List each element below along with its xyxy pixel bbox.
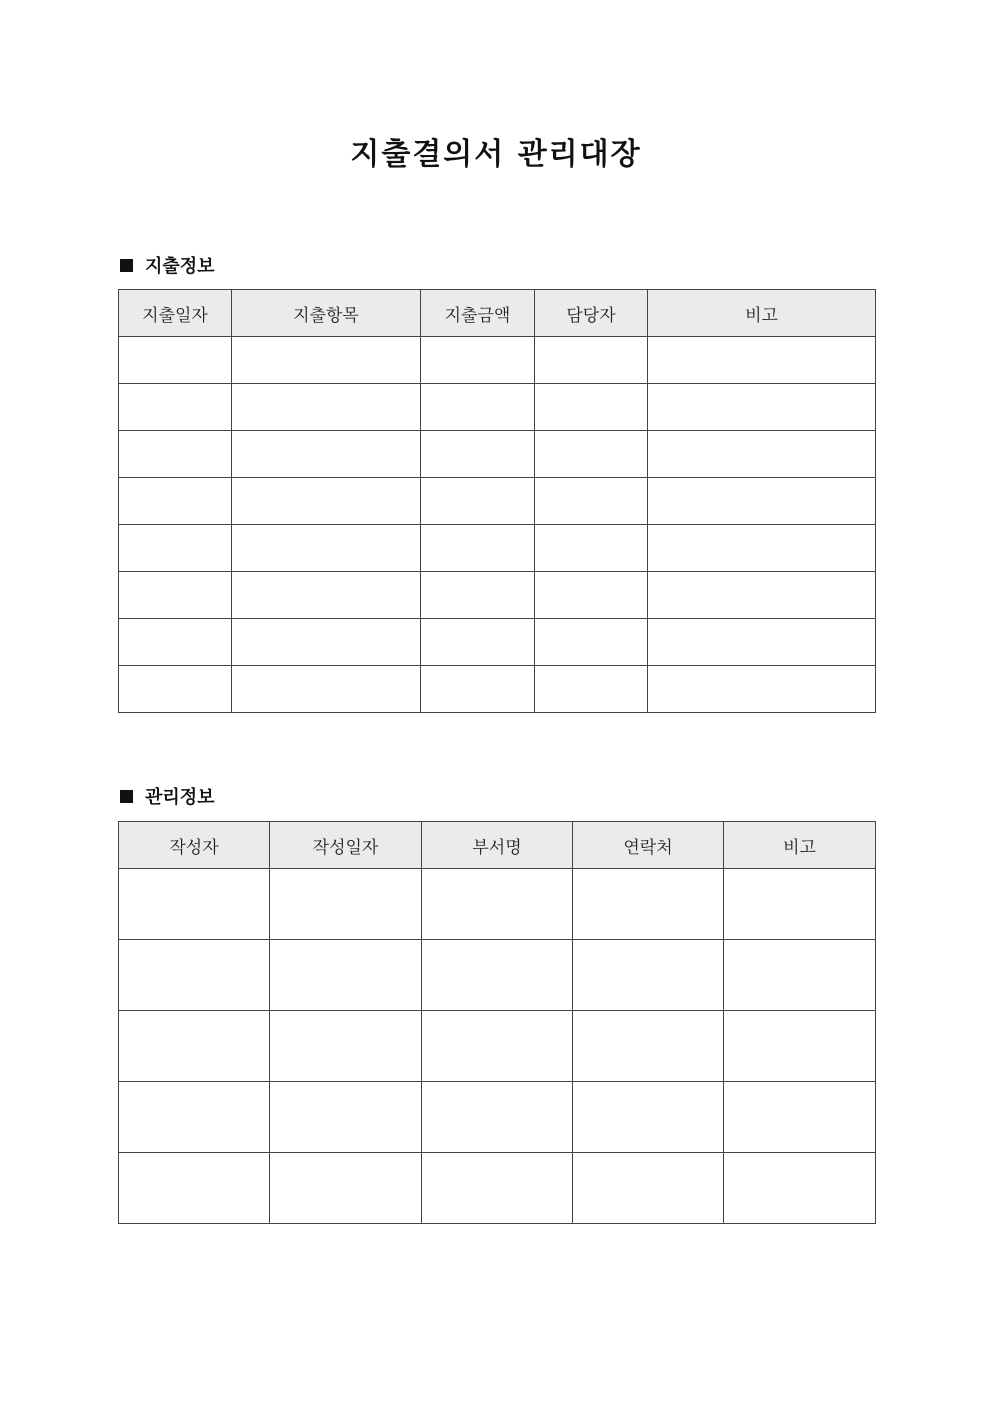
table-cell[interactable] <box>232 478 421 525</box>
table-row <box>119 1153 876 1224</box>
table-cell[interactable] <box>270 1153 422 1224</box>
col-contact: 연락처 <box>573 822 724 869</box>
table-row <box>119 572 876 619</box>
table-cell[interactable] <box>535 337 648 384</box>
table-cell[interactable] <box>422 1011 573 1082</box>
table-cell[interactable] <box>422 1082 573 1153</box>
table-cell[interactable] <box>421 337 535 384</box>
table-cell[interactable] <box>421 619 535 666</box>
table-cell[interactable] <box>648 337 876 384</box>
table-row <box>119 478 876 525</box>
table-cell[interactable] <box>648 572 876 619</box>
table-cell[interactable] <box>648 619 876 666</box>
page-title: 지출결의서 관리대장 <box>350 137 642 172</box>
table-cell[interactable] <box>119 666 232 713</box>
table-cell[interactable] <box>119 337 232 384</box>
table-row <box>119 619 876 666</box>
table-cell[interactable] <box>119 869 270 940</box>
table-cell[interactable] <box>724 1153 876 1224</box>
col-expense-date: 지출일자 <box>119 290 232 337</box>
table-cell[interactable] <box>232 572 421 619</box>
col-author: 작성자 <box>119 822 270 869</box>
table-cell[interactable] <box>421 431 535 478</box>
table-row <box>119 869 876 940</box>
table-cell[interactable] <box>573 1011 724 1082</box>
col-remarks: 비고 <box>648 290 876 337</box>
table-cell[interactable] <box>648 666 876 713</box>
table-cell[interactable] <box>422 1153 573 1224</box>
table-cell[interactable] <box>119 572 232 619</box>
table-cell[interactable] <box>119 940 270 1011</box>
table-row <box>119 431 876 478</box>
table-row <box>119 525 876 572</box>
management-table <box>118 821 876 1224</box>
col-department: 부서명 <box>422 822 573 869</box>
table-cell[interactable] <box>119 525 232 572</box>
table-cell[interactable] <box>573 940 724 1011</box>
table-cell[interactable] <box>119 478 232 525</box>
square-bullet-icon <box>120 259 133 272</box>
management-header-row <box>119 822 876 869</box>
table-cell[interactable] <box>535 525 648 572</box>
table-cell[interactable] <box>232 666 421 713</box>
table-cell[interactable] <box>648 525 876 572</box>
table-row <box>119 666 876 713</box>
expense-section-heading <box>120 252 215 278</box>
table-cell[interactable] <box>535 478 648 525</box>
col-written-date: 작성일자 <box>270 822 422 869</box>
table-cell[interactable] <box>232 337 421 384</box>
table-row <box>119 337 876 384</box>
table-cell[interactable] <box>724 1082 876 1153</box>
table-cell[interactable] <box>270 1082 422 1153</box>
table-cell[interactable] <box>421 572 535 619</box>
table-cell[interactable] <box>119 384 232 431</box>
square-bullet-icon <box>120 790 133 803</box>
table-cell[interactable] <box>421 384 535 431</box>
table-cell[interactable] <box>421 525 535 572</box>
expense-section-title: 지출정보 <box>145 256 215 277</box>
table-row <box>119 384 876 431</box>
table-cell[interactable] <box>535 572 648 619</box>
table-cell[interactable] <box>422 869 573 940</box>
table-cell[interactable] <box>724 869 876 940</box>
table-cell[interactable] <box>270 940 422 1011</box>
table-row <box>119 1082 876 1153</box>
expense-table <box>118 289 876 713</box>
table-cell[interactable] <box>573 1153 724 1224</box>
table-cell[interactable] <box>535 666 648 713</box>
table-cell[interactable] <box>648 478 876 525</box>
table-cell[interactable] <box>232 431 421 478</box>
table-cell[interactable] <box>232 384 421 431</box>
col-expense-item: 지출항목 <box>232 290 421 337</box>
management-section-title: 관리정보 <box>145 787 215 808</box>
table-cell[interactable] <box>535 384 648 431</box>
table-cell[interactable] <box>573 869 724 940</box>
table-row <box>119 1011 876 1082</box>
table-cell[interactable] <box>724 1011 876 1082</box>
table-cell[interactable] <box>724 940 876 1011</box>
table-cell[interactable] <box>270 1011 422 1082</box>
table-cell[interactable] <box>119 619 232 666</box>
table-cell[interactable] <box>119 431 232 478</box>
table-cell[interactable] <box>422 940 573 1011</box>
table-cell[interactable] <box>119 1011 270 1082</box>
table-cell[interactable] <box>270 869 422 940</box>
table-cell[interactable] <box>421 478 535 525</box>
col-remarks: 비고 <box>724 822 876 869</box>
table-cell[interactable] <box>535 431 648 478</box>
table-row <box>119 940 876 1011</box>
table-cell[interactable] <box>232 525 421 572</box>
col-person-in-charge: 담당자 <box>535 290 648 337</box>
table-cell[interactable] <box>421 666 535 713</box>
table-cell[interactable] <box>573 1082 724 1153</box>
table-cell[interactable] <box>648 431 876 478</box>
table-cell[interactable] <box>232 619 421 666</box>
col-expense-amount: 지출금액 <box>421 290 535 337</box>
management-section-heading <box>120 783 215 809</box>
table-cell[interactable] <box>648 384 876 431</box>
expense-header-row <box>119 290 876 337</box>
table-cell[interactable] <box>119 1082 270 1153</box>
table-cell[interactable] <box>119 1153 270 1224</box>
table-cell[interactable] <box>535 619 648 666</box>
